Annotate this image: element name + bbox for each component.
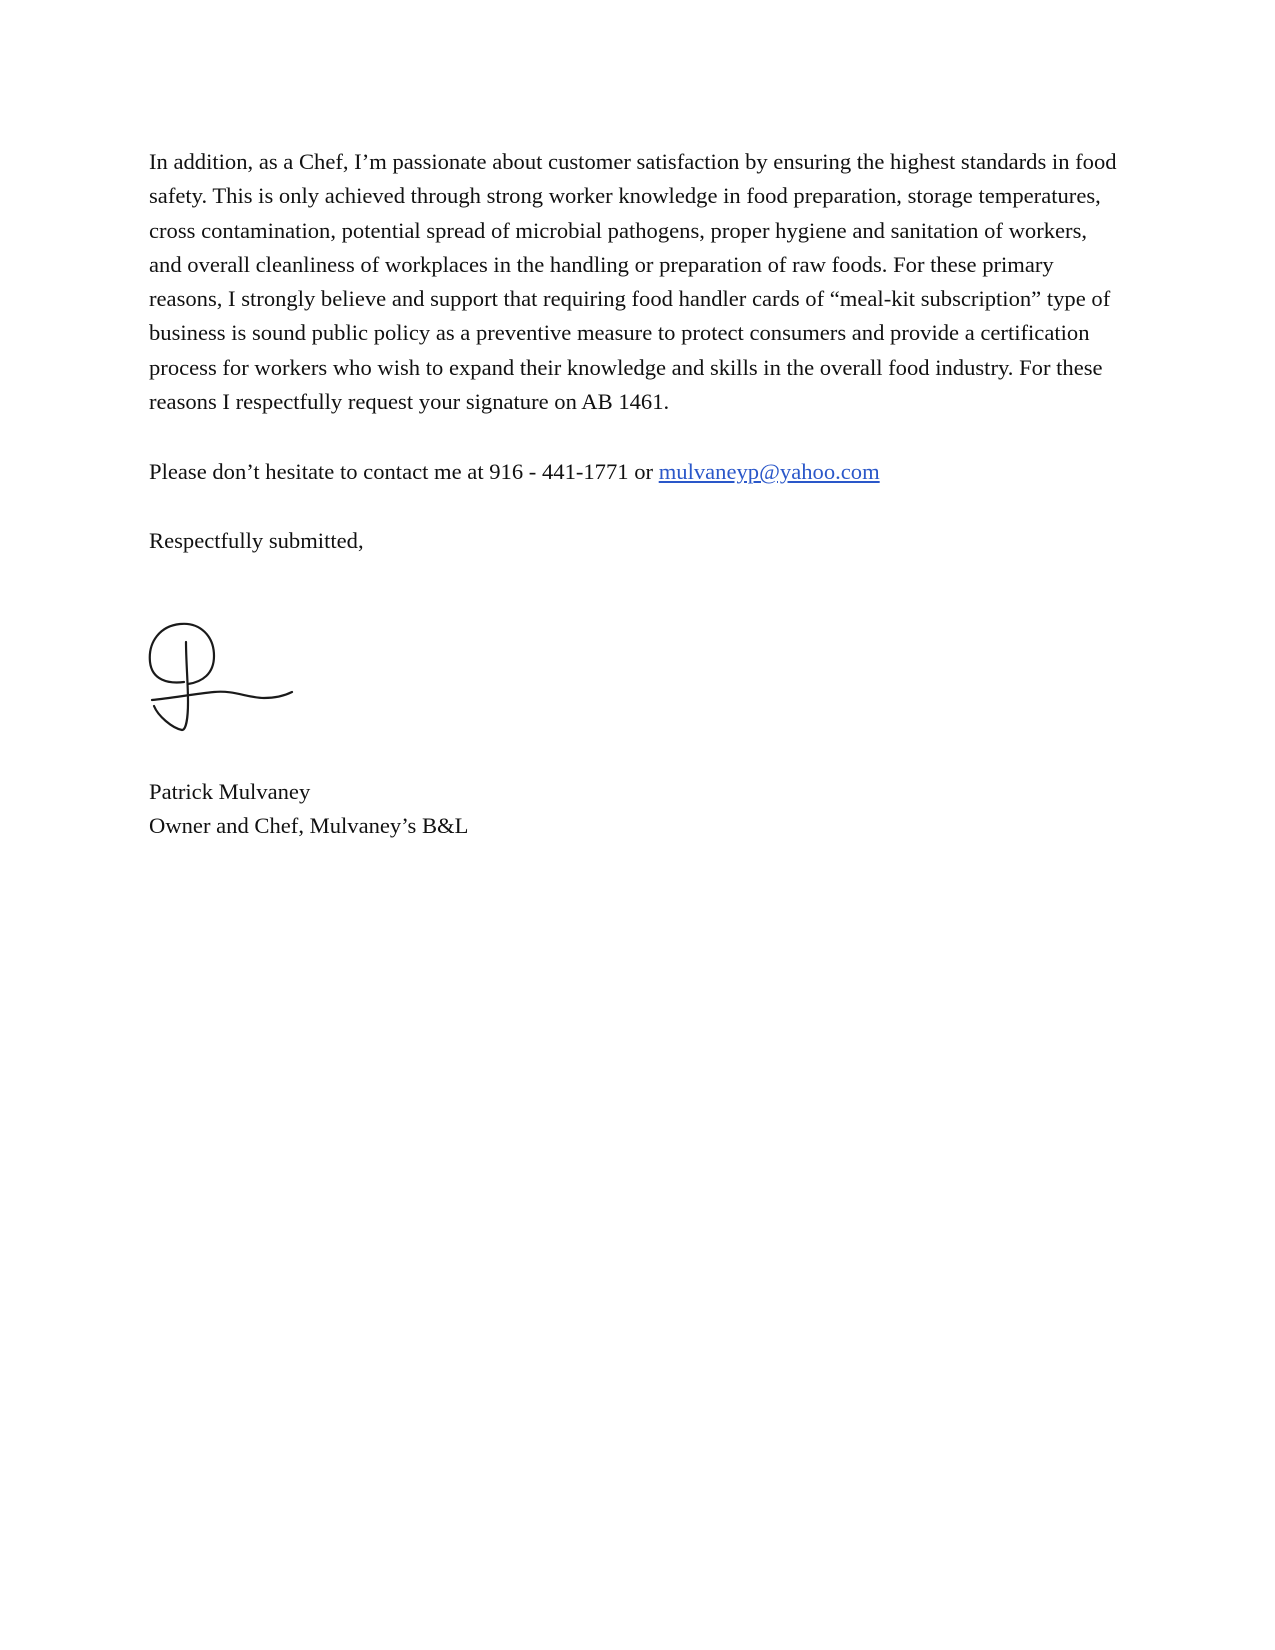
paragraph-line: In addition, as a Chef, I’m passionate about customer satisfaction by ensuring the highest standards in food — [149, 149, 1117, 174]
contact-text: Please don’t hesitate to contact me at 916 - 441-1771 or — [149, 459, 659, 484]
paragraph-line: cross contamination, potential spread of microbial pathogens, proper hygiene and sanitation of workers, — [149, 217, 1088, 243]
paragraph-line: reasons I respectfully request your signature on AB 1461. — [149, 389, 670, 415]
paragraph-line: reasons, I strongly believe and support that requiring food handler cards of “meal-kit subscription” type of — [149, 286, 1111, 312]
signer-title: Owner and Chef, Mulvaney’s B&L — [149, 813, 469, 838]
contact-line — [149, 455, 880, 489]
email-link[interactable]: mulvaneyp@yahoo.com — [658, 459, 880, 484]
paragraph-line: process for workers who wish to expand their knowledge and skills in the overall food industry. For these — [149, 354, 1103, 380]
signer-name: Patrick Mulvaney — [149, 779, 311, 804]
paragraph-line: safety. This is only achieved through strong worker knowledge in food preparation, storage temperatures, — [149, 183, 1101, 209]
paragraph-line: and overall cleanliness of workplaces in the handling or preparation of raw foods. For these primary — [149, 251, 1054, 277]
body-paragraph — [149, 145, 1219, 419]
closing-text: Respectfully submitted, — [149, 528, 364, 553]
signature-icon — [148, 622, 294, 734]
paragraph-line: business is sound public policy as a preventive measure to protect consumers and provide a certification — [149, 320, 1090, 346]
